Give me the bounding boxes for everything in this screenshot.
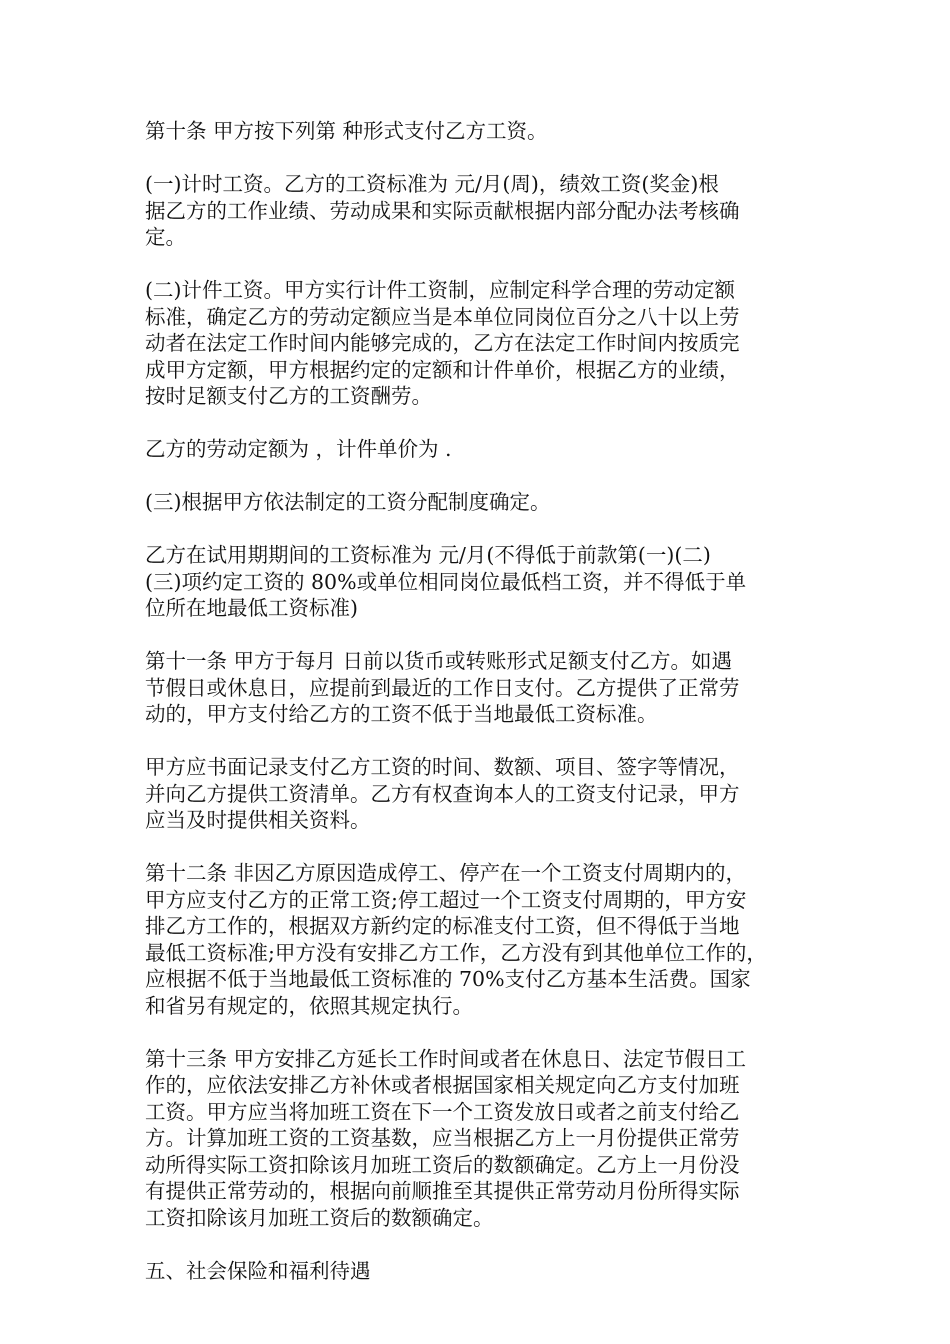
text-line: 定。	[145, 225, 186, 249]
text-line: 五、社会保险和福利待遇	[145, 1258, 371, 1283]
text-line: 第十三条 甲方安排乙方延长工作时间或者在休息日、法定节假日工	[145, 1046, 747, 1071]
text-line: 乙方在试用期期间的工资标准为 元/月(不得低于前款第(一)(二)	[145, 543, 711, 567]
text-line: 动所得实际工资扣除该月加班工资后的数额确定。乙方上一月份没	[145, 1152, 740, 1177]
piece-rate-wage-paragraph	[145, 277, 815, 410]
probation-wage-paragraph	[145, 542, 815, 622]
clause-13	[145, 1046, 815, 1232]
text-line: 作的，应依法安排乙方补休或者根据国家相关规定向乙方支付加班	[145, 1073, 740, 1097]
text-line: 最低工资标准;甲方没有安排乙方工作，乙方没有到其他单位工作的，	[145, 940, 767, 965]
text-line: 应当及时提供相关资料。	[145, 808, 371, 832]
clause-10	[145, 118, 815, 145]
text-line: 据乙方的工作业绩、劳动成果和实际贡献根据内部分配办法考核确	[145, 198, 740, 223]
text-line: 甲方应书面记录支付乙方工资的时间、数额、项目、签字等情况，	[145, 755, 740, 779]
text-line: 按时足额支付乙方的工资酬劳。	[145, 384, 432, 408]
wage-record-paragraph	[145, 754, 815, 834]
section-heading	[145, 1258, 815, 1285]
text-line: 第十二条 非因乙方原因造成停工、停产在一个工资支付周期内的，	[145, 861, 747, 885]
document-page	[145, 118, 815, 1311]
clause-11	[145, 648, 815, 728]
text-line: 有提供正常劳动的，根据向前顺推至其提供正常劳动月份所得实际	[145, 1179, 740, 1203]
text-line: (一)计时工资。乙方的工资标准为 元/月(周)，绩效工资(奖金)根	[145, 172, 719, 196]
text-line: 工资扣除该月加班工资后的数额确定。	[145, 1205, 494, 1230]
text-line: 排乙方工作的，根据双方新约定的标准支付工资，但不得低于当地	[145, 914, 740, 938]
text-line: 应根据不低于当地最低工资标准的 70%支付乙方基本生活费。国家	[145, 967, 751, 991]
text-line: 标准，确定乙方的劳动定额应当是本单位同岗位百分之八十以上劳	[145, 304, 740, 329]
text-line: 动的，甲方支付给乙方的工资不低于当地最低工资标准。	[145, 702, 658, 726]
text-line: (三)根据甲方依法制定的工资分配制度确定。	[145, 490, 551, 514]
text-line: 节假日或休息日，应提前到最近的工作日支付。乙方提供了正常劳	[145, 675, 740, 700]
text-line: 甲方应支付乙方的正常工资;停工超过一个工资支付周期的，甲方安	[145, 887, 747, 912]
text-line: (三)项约定工资的 80%或单位相同岗位最低档工资，并不得低于单	[145, 569, 747, 594]
text-line: 工资。甲方应当将加班工资在下一个工资发放日或者之前支付给乙	[145, 1099, 740, 1124]
text-line: 动者在法定工作时间内能够完成的，乙方在法定工作时间内按质完	[145, 331, 740, 355]
wage-system-paragraph	[145, 489, 815, 516]
text-line: 第十条 甲方按下列第 种形式支付乙方工资。	[145, 119, 548, 143]
text-line: 并向乙方提供工资清单。乙方有权查询本人的工资支付记录，甲方	[145, 781, 740, 806]
clause-12	[145, 860, 815, 1019]
text-line: 和省另有规定的，依照其规定执行。	[145, 993, 473, 1018]
text-line: 成甲方定额，甲方根据约定的定额和计件单价，根据乙方的业绩，	[145, 357, 740, 382]
labor-quota-paragraph	[145, 436, 815, 463]
text-line: (二)计件工资。甲方实行计件工资制，应制定科学合理的劳动定额	[145, 278, 735, 302]
text-line: 乙方的劳动定额为 ，计件单价为 .	[145, 437, 452, 461]
text-line: 位所在地最低工资标准)	[145, 596, 358, 620]
text-line: 第十一条 甲方于每月 日前以货币或转账形式足额支付乙方。如遇	[145, 649, 733, 673]
time-based-wage-paragraph	[145, 171, 815, 251]
text-line: 方。计算加班工资的工资基数，应当根据乙方上一月份提供正常劳	[145, 1126, 740, 1150]
